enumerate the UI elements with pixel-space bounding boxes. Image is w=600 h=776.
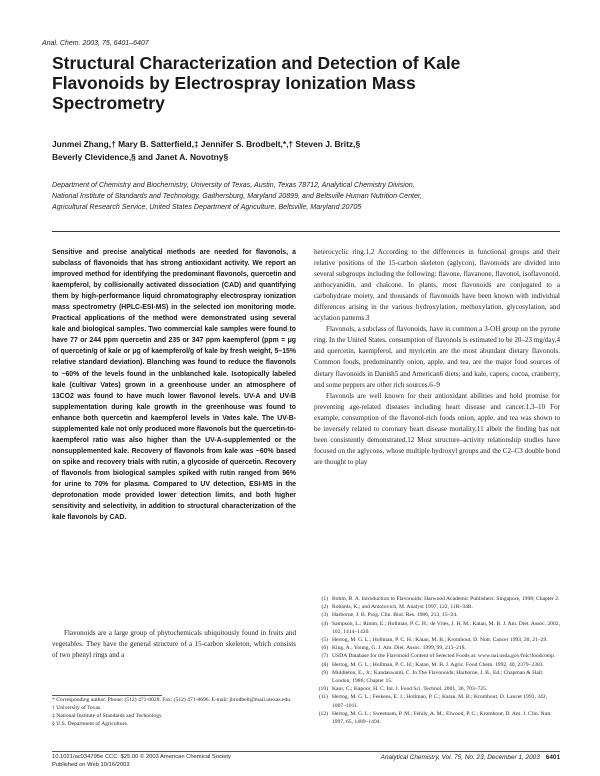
title-line: Spectrometry <box>52 93 165 113</box>
reference-text: Hertog, M. G. L.; Feskens, E. J.; Hollman, P. C.; Katan, M. B.; Kromhout, D. Lancet 1993, 342, 1007–1011. <box>332 694 548 709</box>
footer-right <box>381 754 560 761</box>
reference-number: (9) <box>321 669 328 676</box>
reference-number: (8) <box>321 661 328 668</box>
footnote-divider <box>52 695 162 696</box>
journal-issue: Analytical Chemistry, Vol. 75, No. 23, December 1, 2003 <box>380 754 540 761</box>
affiliation-line: National Institute of Standards and Technology, Gaithersburg, Maryland 20899, and Beltsville Human Nutrition Center, <box>52 192 422 200</box>
reference-text: Sampson, L.; Rimm, E.; Hollman, P. C. H.; de Vries, J. H. M.; Katan, M. B. J. Am. Diet. Assoc. 2002, 102, 1414–1420. <box>332 620 560 635</box>
right-column <box>314 247 560 468</box>
reference-number: (2) <box>321 604 328 611</box>
published-line: Published on Web 10/16/2003 <box>52 761 130 768</box>
author-line: Beverly Clevidence,§ and Janet A. Novotny§ <box>52 152 229 162</box>
article-title <box>52 53 562 113</box>
body-paragraph: Flavonols, a subclass of flavonoids, have in common a 3-OH group on the pyrone ring. In the United States, consumption of flavonols is estimated to be 20–23 mg/day,4 and quercetin, kaempferol, and myricetin are the most abundant dietary flavonols. Common foods, predominantly onion, apple, and tea, are the major food sources of dietary flavonoids in Danish5 and American6 diets; and kale, capers, cocoa, cranberry, and some peppers are other rich sources.6–9 <box>314 325 560 389</box>
footnote: * Corresponding author. Phone: (512) 471-0028. Fax: (512) 471-8696. E-mail: jbrodbelt@mail.utexas.edu. <box>52 697 292 703</box>
footnote: † University of Texas. <box>52 704 102 711</box>
reference-text: Hertog, M. G. L.; Sweetnam, P. M.; Fehily, A. M.; Elwood, P. C.; Kromhout, D. Am. J. Clin. Nutr. 1997, 65, 1489–1494. <box>332 710 552 726</box>
reference-number: (12) <box>318 710 328 717</box>
abstract <box>52 247 296 523</box>
affiliation-line: Department of Chemistry and Biochemistry, University of Texas, Austin, Texas 78712, Analytical Chemistry Division, <box>52 181 415 189</box>
reference-item <box>312 636 562 644</box>
reference-item <box>312 611 562 619</box>
reference-item <box>312 693 562 709</box>
affiliation-line: Agricultural Research Service, United States Department of Agriculture, Beltsville, Maryland 20705 <box>52 203 362 211</box>
reference-text: Harborne, J. B. Prog. Clin. Biol. Res. 1986, 213, 15–24. <box>332 612 458 619</box>
left-column <box>52 247 296 523</box>
reference-number: (10) <box>318 686 328 693</box>
reference-text: King, A.; Young, G. J. Am. Diet. Assoc. 1999, 99, 213–218. <box>332 645 466 652</box>
reference-number: (5) <box>321 637 328 644</box>
title-line: Flavonoids by Electrospray Ionization Mass <box>52 73 416 93</box>
reference-item <box>312 603 562 611</box>
reference-item <box>312 685 562 693</box>
reference-item <box>312 710 562 726</box>
title-line: Structural Characterization and Detection of Kale <box>52 53 461 73</box>
footer-divider <box>52 751 560 752</box>
reference-item <box>312 644 562 652</box>
author-line: Junmei Zhang,† Mary B. Satterfield,‡ Jennifer S. Brodbelt,*,† Steven J. Britz,§ <box>52 139 361 149</box>
header-divider <box>52 231 560 232</box>
footnotes <box>52 697 296 729</box>
reference-text: USDA Database for the Flavonoid Content of Selected Foods at: www.nal.usda.gov/fnic/foodcomp. <box>332 653 556 660</box>
reference-text: Kaur, C.; Kapoor, H. C. Int. J. Food Sci. Technol. 2001, 36, 703–725. <box>332 686 488 693</box>
reference-item <box>312 595 562 603</box>
reference-number: (6) <box>321 645 328 652</box>
reference-item <box>312 661 562 669</box>
reference-number: (4) <box>321 620 328 627</box>
footnote: ‡ National Institute of Standards and Technology. <box>52 712 163 719</box>
reference-text: Middleton, E., Jr.; Kandaswami, C. In The Flavonoids; Harborne, J. B., Ed.; Chapman & Hall: London, 1986; Chapter 15. <box>332 669 544 685</box>
reference-number: (11) <box>318 694 328 701</box>
reference-number: (1) <box>321 596 328 602</box>
intro-left <box>52 628 296 661</box>
journal-reference: Anal. Chem. 2003, 75, 6401–6407 <box>42 40 149 47</box>
reference-item <box>312 669 562 685</box>
affiliations <box>52 180 562 213</box>
doi-line: 10.1021/ac034795e CCC: $25.00 © 2003 American Chemical Society <box>52 754 231 760</box>
reference-text: Bohm, B. A. Introduction to Flavonoids; Harwood Academic Publishers: Singapore, 1998; Chapter 2. <box>332 596 560 602</box>
reference-list <box>312 595 562 726</box>
abstract-text: Sensitive and precise analytical methods are needed for flavonols, a subclass of flavonoids that has strong antioxidant activity. We report an improved method for identifying the predominant flavonols, quercetin and kaempferol, by collisionally activated dissociation (CAD) and quantifying them by high-performance liquid chromatography electrospray ionization mass spectrometry (HPLC-ESI-MS) in the selected ion monitoring mode. Practical applications of the method were demonstrated using several kale and biological samples. Two commercial kale samples were found to have 77 or 244 ppm quercetin and 235 or 347 ppm kaempferol (ppm = μg of quercetin/g of kale or μg of kaempferol/g of kale by fresh weight, 5–15% relative standard deviation). Blanching was found to reduce the flavonols to ~60% of the levels found in the unblanched kale. Isotopically labeled kale (cultivar Vates) grown in a greenhouse under an atmosphere of 13CO2 was found to have much lower flavonol levels. UV-A and UV-B supplementation during kale growth in the greenhouse was found to enhance both quercetin and kaempferol levels in Vates kale. The UV-B-supplemented kale not only produced more flavonols but the quercetin-to-kaempferol ratio was also higher than the UV-A-supplemented or the nonsupplemented kale. Recovery of flavonols from kale was ~60% based on spike and recovery trials with rutin, a glycoside of quercetin. Recovery of flavonols from biological samples spiked with rutin ranged from 96% for urine to 70% for plasma. Compared to UV detection, ESI-MS in the deprotonation mode provided lower detection limits, and both higher sensitivity and selectivity, in addition to structural characterization of the kale flavonols by CAD. <box>52 249 296 522</box>
footer-left <box>52 754 231 769</box>
reference-text: Hertog, M. G. L.; Hollman, P. C. H.; Katan, M. B. J. Agric. Food Chem. 1992, 40, 2379–2383. <box>332 661 544 668</box>
reference-text: Hertog, M. G. L.; Hollman, P. C. H.; Katan, M. B.; Kromhout, D. Nutr. Cancer 1993, 20, 21–29. <box>332 637 548 644</box>
reference-number: (7) <box>321 653 328 660</box>
reference-number: (3) <box>321 612 328 619</box>
footnote: § U.S. Department of Agriculture. <box>52 720 129 727</box>
body-paragraph: Flavonoids are a large group of phytochemicals ubiquitously found in fruits and vegetables. They have the general structure of a 15-carbon skeleton, which consists of two phenyl rings and a <box>52 629 296 660</box>
reference-item <box>312 620 562 636</box>
body-paragraph: Flavonols are well known for their antioxidant abilities and hold promise for preventing age-related diseases including heart disease and cancer.1,3–10 For example, consumption of the flavonol-rich foods onion, apple, and tea was shown to be inversely related to coronary heart disease mortality,11 albeit the finding has not been consistently demonstrated.12 Most structure–activity relationship studies have focused on the aglycons, whose multiple hydroxyl groups and the C2–C3 double bond are thought to play <box>314 391 560 466</box>
body-paragraph: heterocyclic ring.1,2 According to the differences in functional groups and their relative positions of the 15-carbon skeleton (aglycon), flavonoids are divided into several subgroups including the following: flavone, flavanone, flavonol, isoflavonoid, anthocyanidin, and chalcone. In plants, most flavonoids are conjugated to a carbohydrate moiety, and thousands of flavonoids have been known with individual differences arising in the various hydroxylation, methoxylation, glycosylation, and acylation patterns.3 <box>314 248 560 323</box>
reference-item <box>312 652 562 660</box>
author-list <box>52 138 552 164</box>
reference-text: Robards, K.; and Antolovich, M. Analyst 1997, 122, 11R–34R. <box>332 604 474 611</box>
page-number: 6401 <box>545 754 560 761</box>
